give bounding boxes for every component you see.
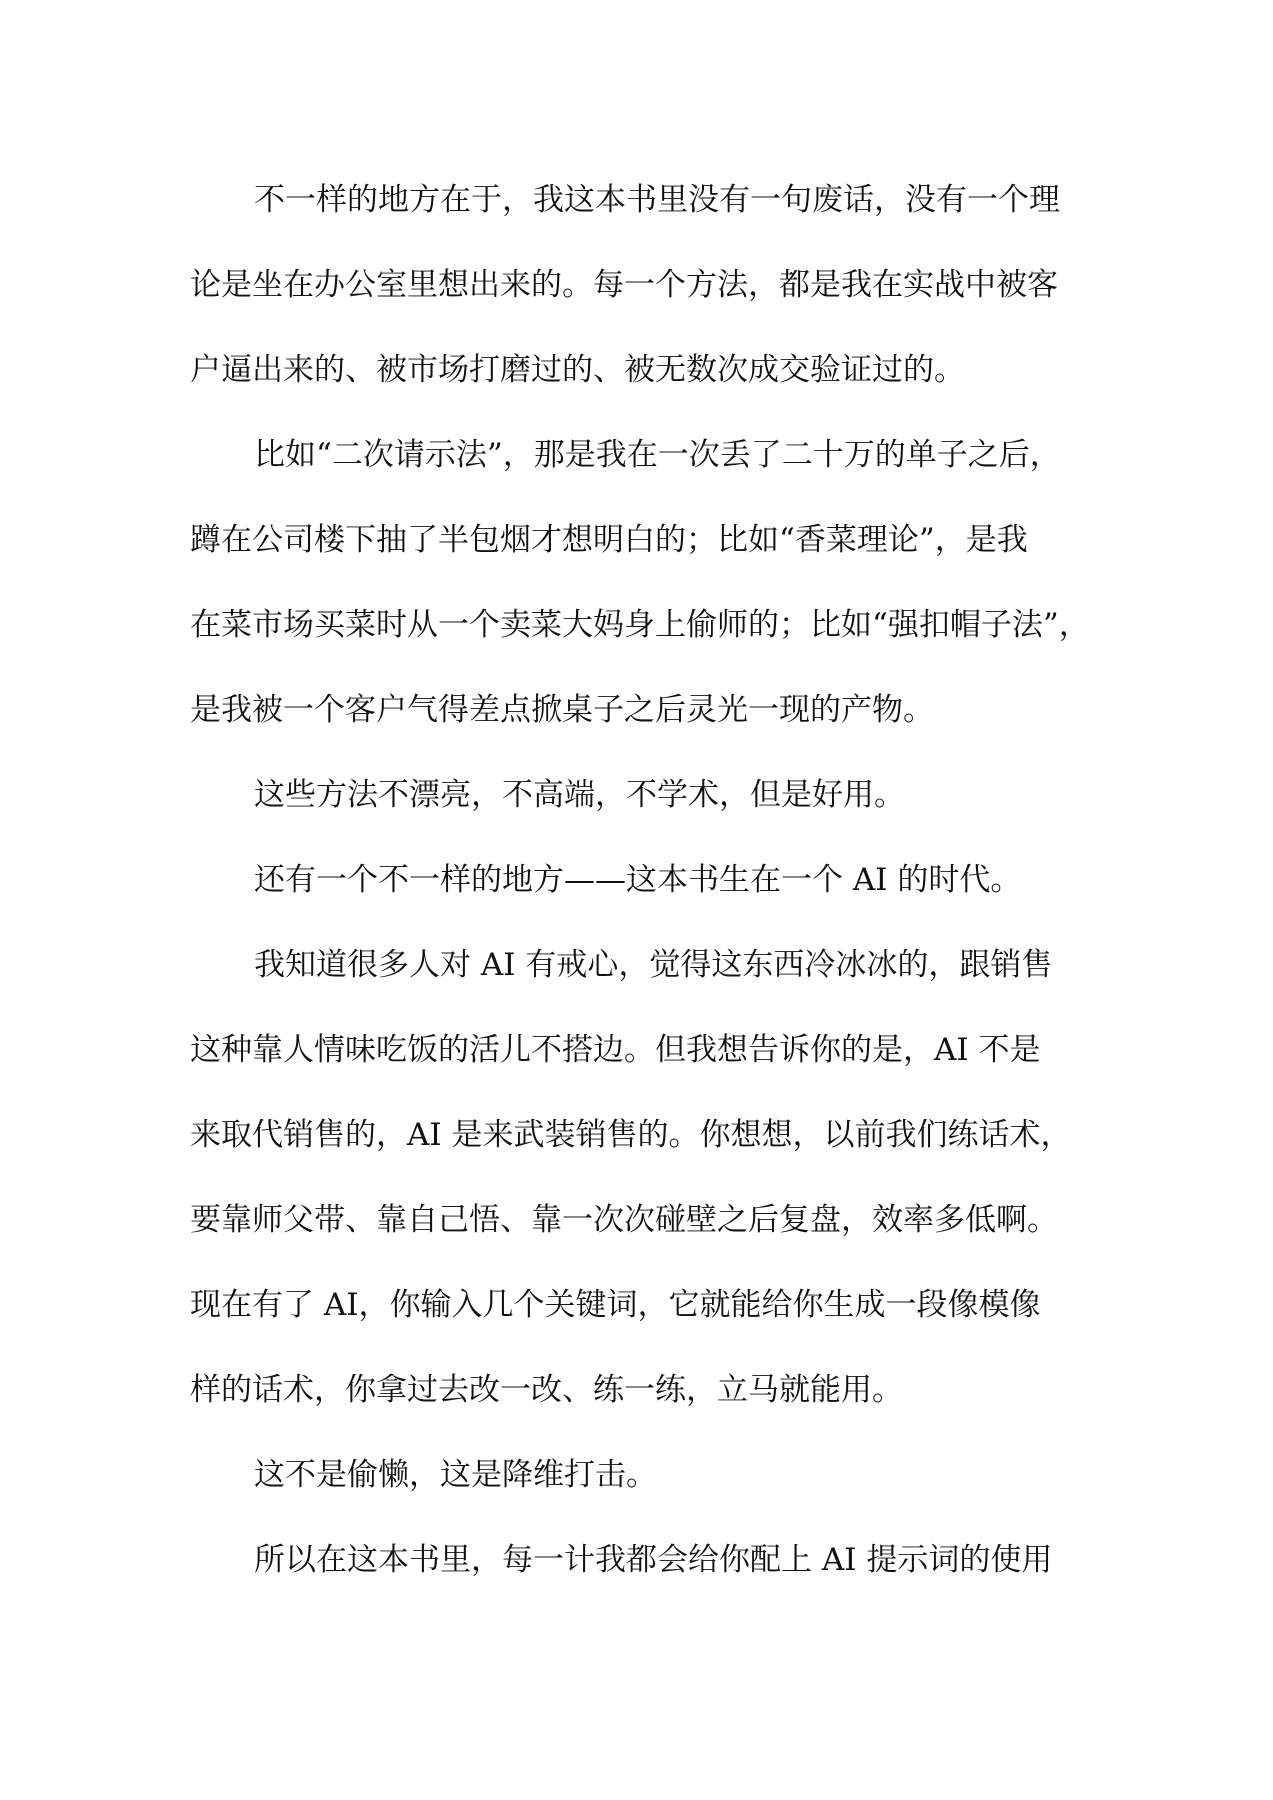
text-line: 这种靠人情味吃饭的活儿不搭边。但我想告诉你的是，AI 不是 bbox=[190, 1032, 1041, 1068]
text-line: 这些方法不漂亮，不高端，不学术，但是好用。 bbox=[254, 777, 905, 813]
text-line: 比如“二次请示法”，那是我在一次丢了二十万的单子之后， bbox=[254, 437, 1061, 473]
text-line: 这不是偷懒，这是降维打击。 bbox=[254, 1457, 657, 1493]
text-line: 现在有了 AI，你输入几个关键词，它就能给你生成一段像模像 bbox=[190, 1287, 1041, 1323]
text-line: 所以在这本书里，每一计我都会给你配上 AI 提示词的使用 bbox=[254, 1542, 1053, 1578]
text-line: 不一样的地方在于，我这本书里没有一句废话，没有一个理 bbox=[254, 182, 1060, 218]
text-line: 是我被一个客户气得差点掀桌子之后灵光一现的产物。 bbox=[190, 692, 934, 728]
text-line: 论是坐在办公室里想出来的。每一个方法，都是我在实战中被客 bbox=[190, 267, 1058, 303]
text-line: 蹲在公司楼下抽了半包烟才想明白的；比如“香菜理论”，是我 bbox=[190, 522, 1028, 558]
text-line: 还有一个不一样的地方——这本书生在一个 AI 的时代。 bbox=[254, 862, 1022, 898]
text-line: 样的话术，你拿过去改一改、练一练，立马就能用。 bbox=[190, 1372, 903, 1408]
text-line: 要靠师父带、靠自己悟、靠一次次碰壁之后复盘，效率多低啊。 bbox=[190, 1202, 1058, 1238]
text-line: 户逼出来的、被市场打磨过的、被无数次成交验证过的。 bbox=[190, 352, 965, 388]
text-line: 在菜市场买菜时从一个卖菜大妈身上偷师的；比如“强扣帽子法”， bbox=[190, 607, 1090, 643]
text-line: 我知道很多人对 AI 有戒心，觉得这东西冷冰冰的，跟销售 bbox=[254, 947, 1053, 983]
text-line: 来取代销售的，AI 是来武装销售的。你想想，以前我们练话术， bbox=[190, 1117, 1072, 1153]
body-text bbox=[190, 158, 1090, 1603]
